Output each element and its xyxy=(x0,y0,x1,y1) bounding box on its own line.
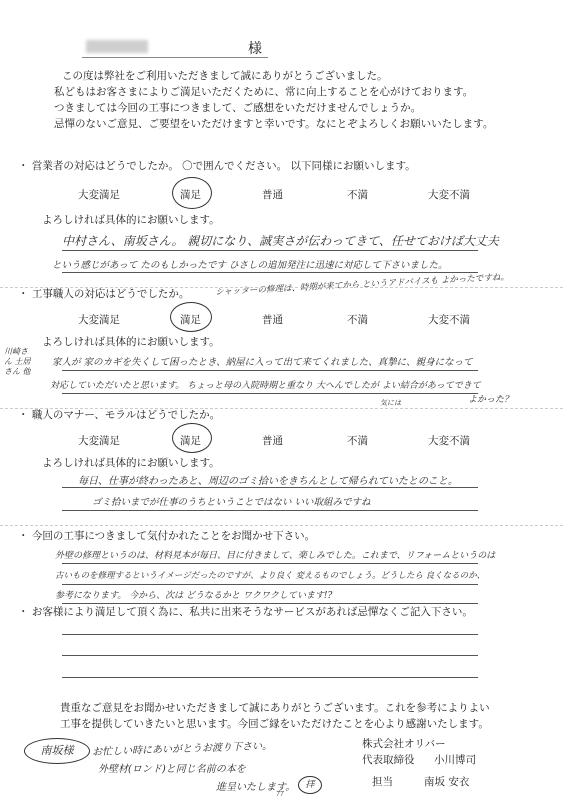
q4-answer-3: 参考になります。 今から、次は どうなるかと ワクワクしています!? xyxy=(55,591,333,601)
q2-rule-1 xyxy=(62,370,478,371)
q2-rule-2 xyxy=(62,393,478,394)
footer-note-line-1: お忙しい時にあいがとうお渡り下さい。 xyxy=(91,740,273,759)
q3-selected-circle xyxy=(172,423,212,453)
rep-title: 代表取締役 xyxy=(362,754,415,766)
q2-answer-1: 家人が 家のカギを失くして困ったとき、納屋に入って出て来てくれました、真摯に、親身になって xyxy=(52,357,473,368)
q3-option-dissatisfied: 不満 xyxy=(347,435,368,447)
rep-name: 小川博司 xyxy=(434,754,476,766)
q2-answer-2: 対応していただいたと思います。 ちょっと母の入院時期と重なり 大へんでしたが よい結合があってできて xyxy=(50,381,481,391)
intro-line-4: 忌憚のないご意見、ご要望をいただけますと幸いです。なにとぞよろしくお願いいたします。 xyxy=(54,118,494,130)
q1-option-neutral: 普通 xyxy=(262,189,283,201)
q2-option-very-satisfied: 大変満足 xyxy=(78,314,120,326)
q4-answer-1: 外壁の修理というのは、材料見本が毎日、目に付きまして、楽しみでした。これまで、リフォームというのは xyxy=(55,551,496,561)
q1-rule-1 xyxy=(62,250,478,251)
q1-rule-2 xyxy=(62,272,478,273)
addressee-stamp: 南坂様 xyxy=(24,738,90,764)
intro-line-1: この度は弊社をご利用いただきまして誠にありがとうございました。 xyxy=(62,70,388,82)
q2-prompt: よろしければ具体的にお願いします。 xyxy=(42,336,220,348)
closing-line-1: 貴重なご意見をお聞かせいただきまして誠にありがとうございます。これを参考によりよい xyxy=(60,702,490,714)
q4-answer-2: 古いものを修理するというイメージだったのですが、より良く 変えるものでしょう。どうしたら 良くなるのか、 xyxy=(55,571,486,581)
customer-name-redacted xyxy=(86,40,148,53)
q1-answer-1: 中村さん、南坂さん。 親切になり、誠実さが伝わってきて、任せておけば大丈夫 xyxy=(62,234,499,248)
q1-selected-circle xyxy=(172,177,212,209)
q2-selected-circle xyxy=(170,302,212,332)
intro-line-2: 私どもはお客さまによりご満足いただくために、常に向上することを心がけております。 xyxy=(54,86,474,98)
seal-stamp: 拝 xyxy=(298,776,322,794)
intro-line-3: つきましては今回の工事につきまして、ご感想をいただけませんでしょうか。 xyxy=(54,102,422,114)
q2-answer-3: よかった？ xyxy=(468,395,514,405)
q3-question: ・ 職人のマナー、モラルはどうでしたか。 xyxy=(18,409,221,421)
q1-option-satisfied: 満足 xyxy=(180,189,201,201)
q5-rule-2 xyxy=(62,655,478,656)
q2-option-satisfied: 満足 xyxy=(180,314,201,326)
q1-question: ・ 営業者の対応はどうでしたか。 〇で囲んでください。 以下同様にお願いします。 xyxy=(18,160,416,172)
q3-option-very-dissatisfied: 大変不満 xyxy=(428,435,470,447)
q5-question: ・ お客様により満足して頂く為に、私共に出来そうなサービスがあれば忌憚なくご記入下さい。 xyxy=(18,606,473,618)
q2-insert-note: 気には xyxy=(380,399,401,407)
q1-answer-2: という感じがあって たのもしかったです ひさしの追加発注に迅速に対応して下さいました。 xyxy=(52,260,448,271)
q1-answer-3: シャッターの修理は、時期が来てから というアドバイスも よかったですね。 xyxy=(214,272,510,298)
q4-rule-2 xyxy=(62,584,478,585)
footer-note-line-3: 進呈いたします。 xyxy=(216,782,296,793)
q3-separator xyxy=(0,525,563,526)
company-name: 株式会社オリバー xyxy=(362,738,446,750)
q2-option-neutral: 普通 xyxy=(262,314,283,326)
q1-prompt: よろしければ具体的にお願いします。 xyxy=(42,214,220,226)
q3-answer-2: ゴミ拾いまでが仕事のうちということではない いい取組みですね xyxy=(92,497,371,508)
footer-note-line-2: 外壁材(ロンド)と同じ名前の本を xyxy=(98,764,246,775)
q2-margin-note: 川崎さん 土居さん 他 xyxy=(4,347,31,376)
q2-option-very-dissatisfied: 大変不満 xyxy=(428,314,470,326)
q5-rule-1 xyxy=(62,634,478,635)
q3-prompt: よろしければ具体的にお願いします。 xyxy=(42,457,220,469)
q3-option-neutral: 普通 xyxy=(262,435,283,447)
honorific: 様 xyxy=(248,41,262,57)
q4-rule-1 xyxy=(62,563,478,564)
closing-line-2: 工事を提供していきたいと思います。今回ご縁をいただけたことを心より感謝いたします。 xyxy=(60,718,489,730)
q3-option-very-satisfied: 大変満足 xyxy=(78,435,120,447)
q4-question: ・ 今回の工事につきまして気付かれたことをお聞かせ下さい。 xyxy=(18,530,316,542)
q2-question: ・ 工事職人の対応はどうでしたか。 xyxy=(18,288,190,300)
q2-option-dissatisfied: 不満 xyxy=(347,314,368,326)
name-underline xyxy=(82,57,268,58)
q1-option-dissatisfied: 不満 xyxy=(347,189,368,201)
q5-rule-3 xyxy=(62,677,478,678)
q3-answer-1: 毎日、仕事が終わったあと、周辺のゴミ拾いをきちんとして帰られていたとのこと。 xyxy=(78,476,458,487)
q3-option-satisfied: 満足 xyxy=(180,435,201,447)
footer-small-mark: 77 xyxy=(276,791,284,798)
q1-option-very-dissatisfied: 大変不満 xyxy=(428,189,470,201)
staff-name: 南坂 安衣 xyxy=(424,776,470,788)
q1-option-very-satisfied: 大変満足 xyxy=(78,189,120,201)
q3-rule-2 xyxy=(62,510,478,511)
staff-label: 担当 xyxy=(372,776,393,788)
q3-rule-1 xyxy=(62,487,478,488)
